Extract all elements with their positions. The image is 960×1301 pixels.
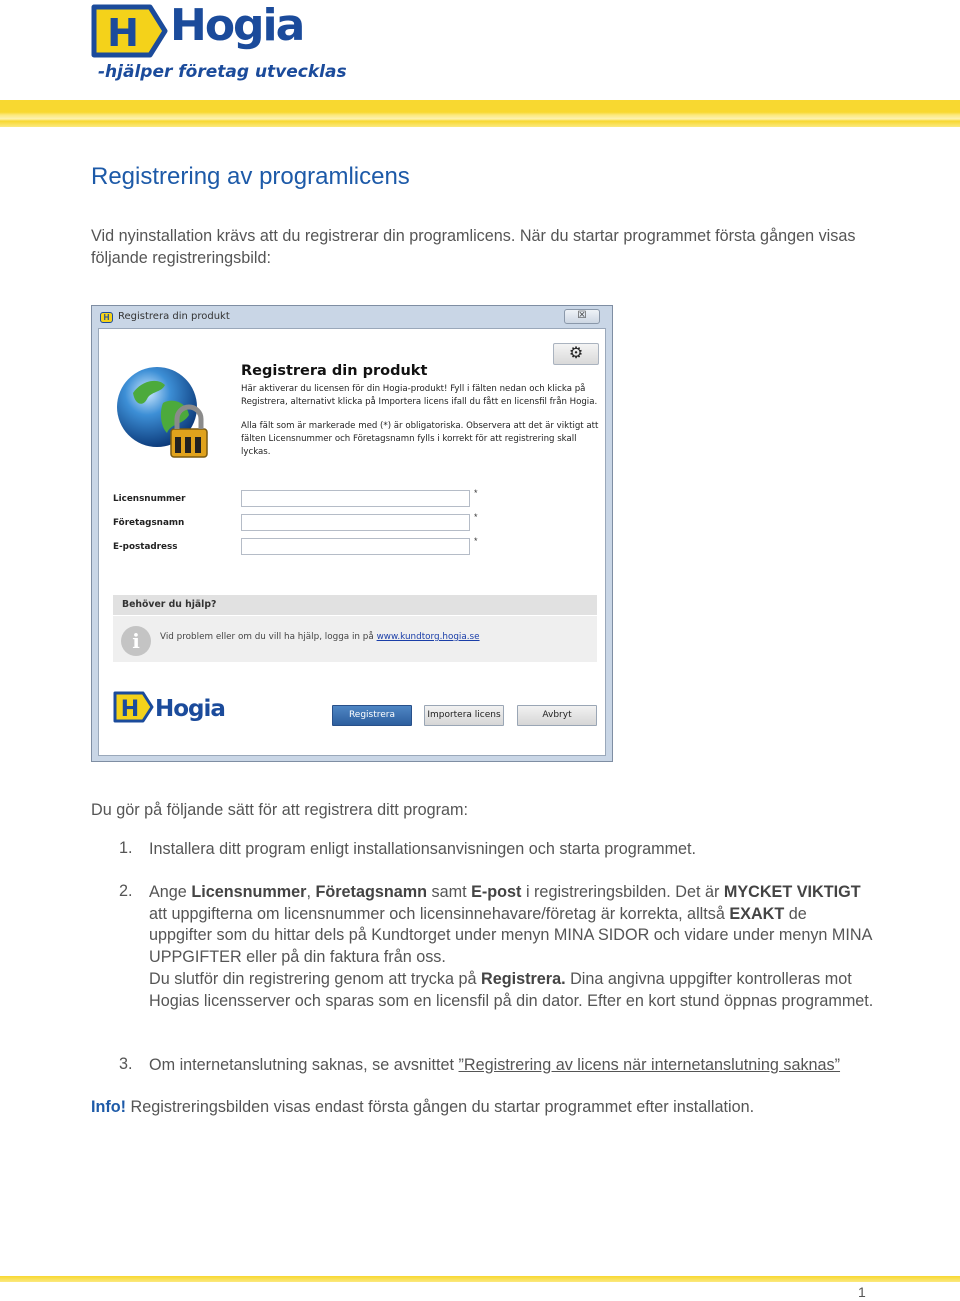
info-text: Registreringsbilden visas endast första gången du startar programmet efter installation.: [126, 1098, 755, 1116]
hogia-footer-logo: [113, 690, 233, 724]
logo-mark-letter: H: [107, 11, 139, 55]
kundtorg-link[interactable]: www.kundtorg.hogia.se: [376, 632, 480, 642]
logo-tagline: -hjälper företag utvecklas: [98, 62, 347, 82]
help-text: [160, 632, 480, 642]
step-2-text: Ange Licensnummer, Företagsnamn samt E-post i registreringsbilden. Det är MYCKET VIKTIGT att uppgifterna om licensnummer och licensinnehavare/företag är korrekta, alltså EXAKT de uppgifter som du hittar dels på Kundtorget under menyn MINA SIDOR och vidare under menyn MINA UPPGIFTER eller på din faktura från oss. Du slutför din registrering genom att trycka på Registrera. Dina angivna uppgifter kontrolleras mot Hogias licensserver och sparas som en licensfil på din dator. Efter en kort stund öppnas programmet.: [149, 883, 874, 1010]
app-icon: H: [100, 312, 113, 323]
header-yellow-band: [0, 100, 960, 127]
step-1-text: Installera ditt program enligt installationsanvisningen och starta programmet.: [149, 840, 697, 858]
import-license-button[interactable]: Importera licens: [424, 705, 504, 726]
footer-logo-word: Hogia: [155, 696, 225, 722]
info-icon: i: [121, 626, 151, 656]
logo-wordmark: Hogia: [170, 0, 304, 51]
cancel-button[interactable]: Avbryt: [517, 705, 597, 726]
footer-yellow-band: [0, 1276, 960, 1282]
svg-text:H: H: [120, 697, 140, 722]
page-title: Registrering av programlicens: [91, 163, 410, 190]
info-label: Info!: [91, 1098, 127, 1116]
step-number: 3.: [119, 1055, 133, 1073]
help-text-body: Vid problem eller om du vill ha hjälp, logga in på: [160, 632, 377, 642]
license-number-label: Licensnummer: [113, 494, 186, 504]
email-input[interactable]: [241, 538, 470, 555]
registration-dialog: [91, 305, 613, 762]
globe-lock-icon: [113, 363, 213, 463]
intro-paragraph: Vid nyinstallation krävs att du registrerar din programlicens. När du startar programmet första gången visas följande registreringsbild:: [91, 227, 856, 267]
email-label: E-postadress: [113, 542, 178, 552]
dialog-instructions: Här aktiverar du licensen för din Hogia-produkt! Fyll i fälten nedan och klicka på Registrera, alternativt klicka på Importera licens ifall du fått en licensfil från Hogia.: [241, 384, 598, 407]
company-name-input[interactable]: [241, 514, 470, 531]
hogia-h-mark-icon: [90, 4, 168, 58]
dialog-body: [98, 328, 606, 756]
info-note: [91, 1098, 754, 1117]
dialog-required-note: Alla fält som är markerade med (*) är obligatoriska. Observera att det är viktigt att fälten Licensnummer och Företagsnamn fylls i korrekt för att registrering skall lyckas.: [241, 421, 599, 457]
hogia-logo: [90, 0, 347, 84]
dialog-heading: Registrera din produkt: [241, 363, 428, 379]
required-mark: *: [474, 512, 478, 522]
settings-button[interactable]: ⚙: [553, 343, 599, 365]
dialog-titlebar: [96, 308, 608, 328]
step-3-text: Om internetanslutning saknas, se avsnittet ”Registrering av licens när internetanslutning saknas”: [149, 1056, 841, 1074]
required-mark: *: [474, 536, 478, 546]
offline-registration-link[interactable]: ”Registrering av licens när internetanslutning saknas”: [458, 1056, 841, 1074]
step-number: 2.: [119, 882, 133, 900]
close-button[interactable]: ☒: [564, 309, 600, 324]
page-number: 1: [858, 1284, 866, 1300]
instructions-lead: Du gör på följande sätt för att registrera ditt program:: [91, 801, 468, 819]
register-button[interactable]: Registrera: [332, 705, 412, 726]
required-mark: *: [474, 488, 478, 498]
step-number: 1.: [119, 839, 133, 857]
dialog-window-title: Registrera din produkt: [118, 311, 230, 322]
help-heading: Behöver du hjälp?: [113, 595, 597, 615]
help-panel: [113, 616, 597, 662]
company-name-label: Företagsnamn: [113, 518, 185, 528]
license-number-input[interactable]: [241, 490, 470, 507]
